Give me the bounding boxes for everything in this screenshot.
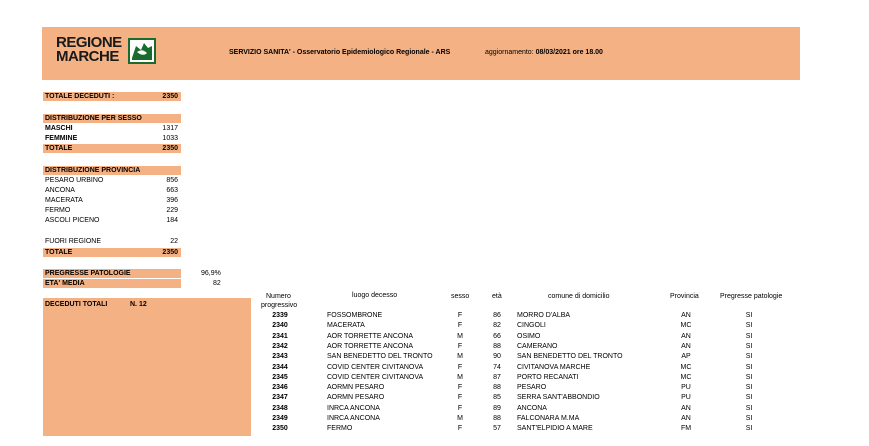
cell-sesso: F — [457, 384, 463, 392]
province-value: 229 — [166, 207, 178, 214]
cell-comune: MORRO D'ALBA — [517, 312, 571, 319]
cell-prov: AP — [681, 353, 691, 361]
service-title: SERVIZIO SANITA' - Osservatorio Epidemiologico Regionale - ARS — [229, 49, 451, 56]
male-label: MASCHI — [45, 125, 73, 132]
cell-prov: AN — [681, 415, 691, 422]
sex-total-value: 2350 — [162, 145, 178, 152]
col-header-num-2: progressivo — [261, 302, 298, 309]
sex-title — [43, 114, 181, 123]
cell-prov: PU — [681, 384, 691, 392]
logo-line2: MARCHE — [56, 48, 119, 65]
cell-eta: 88 — [493, 342, 501, 350]
cell-sesso: M — [457, 415, 463, 422]
prov-title — [43, 166, 181, 175]
cell-pat: SI — [745, 353, 753, 361]
cell-pat: SI — [745, 384, 753, 392]
province-name: ASCOLI PICENO — [45, 217, 100, 224]
cell-pat: SI — [745, 425, 753, 433]
cell-comune: CAMERANO — [517, 342, 558, 350]
total-deaths-label: TOTALE DECEDUTI : — [45, 93, 115, 100]
province-value: 856 — [166, 177, 178, 184]
cell-num: 2339 — [272, 312, 288, 319]
cell-comune: SERRA SANT'ABBONDIO — [517, 394, 600, 402]
cell-prov: MC — [680, 363, 692, 371]
cell-prov: AN — [681, 312, 691, 319]
prov-total-value: 2350 — [162, 249, 178, 256]
male-value: 1317 — [162, 125, 178, 132]
cell-sesso: M — [457, 332, 463, 340]
cell-num: 2350 — [272, 425, 288, 433]
cell-comune: PESARO — [517, 384, 547, 392]
cell-pat: SI — [745, 332, 753, 340]
cell-luogo: COVID CENTER CIVITANOVA — [327, 373, 424, 381]
sex-title-label: DISTRIBUZIONE PER SESSO — [45, 115, 142, 122]
cell-comune: FALCONARA M.MA — [517, 415, 580, 422]
cell-num: 2345 — [272, 373, 288, 381]
province-value: 396 — [166, 197, 178, 204]
cell-num: 2343 — [272, 353, 288, 361]
cell-num: 2348 — [272, 404, 288, 412]
regione-marche-logo — [56, 36, 160, 72]
cell-prov: FM — [680, 425, 692, 433]
col-header-patologie: Pregresse patologie — [720, 293, 783, 300]
cell-prov: AN — [681, 342, 691, 350]
col-header-provincia: Provincia — [670, 293, 699, 300]
cell-luogo: INRCA ANCONA — [327, 404, 380, 412]
cell-eta: 66 — [493, 332, 501, 340]
col-header-num-1: Numero — [266, 293, 291, 300]
marche-emblem-icon — [128, 38, 156, 64]
cell-sesso: F — [457, 363, 463, 371]
cell-comune: ANCONA — [517, 404, 547, 412]
update-info — [485, 49, 603, 56]
cell-sesso: F — [457, 404, 463, 412]
avg-age-row — [43, 279, 181, 288]
sex-total-label: TOTALE — [45, 145, 73, 152]
province-row — [43, 216, 181, 225]
pathologies-value: 96,9% — [201, 270, 221, 277]
province-row — [43, 196, 181, 205]
province-row — [43, 206, 181, 215]
total-deaths — [43, 92, 181, 101]
cell-comune: SANT'ELPIDIO A MARE — [517, 425, 593, 433]
pathologies-label: PREGRESSE PATOLOGIE — [45, 270, 131, 277]
female-value: 1033 — [162, 135, 178, 142]
cell-eta: 57 — [493, 425, 501, 433]
avg-age-label: ETA' MEDIA — [45, 280, 85, 287]
report-header — [42, 27, 800, 80]
cell-luogo: AOR TORRETTE ANCONA — [327, 332, 414, 340]
col-header-comune: comune di domicilio — [548, 293, 610, 300]
col-header-eta: età — [492, 293, 502, 300]
cell-prov: AN — [681, 332, 691, 340]
cell-pat: SI — [745, 394, 753, 402]
cell-sesso: F — [457, 322, 463, 330]
cell-num: 2349 — [272, 415, 288, 422]
daily-deaths-label: DECEDUTI TOTALI — [45, 301, 108, 308]
cell-luogo: AORMN PESARO — [327, 394, 385, 402]
daily-deaths-panel — [43, 298, 251, 436]
cell-prov: AN — [681, 404, 691, 412]
pathologies-row — [43, 269, 181, 278]
cell-num: 2347 — [272, 394, 288, 402]
total-deaths-value: 2350 — [162, 93, 178, 100]
cell-pat: SI — [745, 342, 753, 350]
cell-pat: SI — [745, 363, 753, 371]
cell-num: 2342 — [272, 342, 288, 350]
cell-eta: 89 — [493, 404, 501, 412]
cell-eta: 88 — [493, 415, 501, 422]
cell-luogo: FERMO — [327, 425, 353, 433]
cell-sesso: F — [457, 312, 463, 319]
cell-comune: PORTO RECANATI — [517, 373, 579, 381]
cell-luogo: COVID CENTER CIVITANOVA — [327, 363, 424, 371]
logo-line1: REGIONE — [56, 34, 122, 51]
cell-luogo: FOSSOMBRONE — [327, 312, 383, 319]
cell-prov: PU — [681, 394, 691, 402]
province-row — [43, 176, 181, 185]
avg-age-value: 82 — [213, 280, 221, 287]
outside-region-row — [43, 237, 181, 246]
cell-pat: SI — [745, 415, 753, 422]
cell-luogo: AOR TORRETTE ANCONA — [327, 342, 414, 350]
cell-comune: CIVITANOVA MARCHE — [517, 363, 591, 371]
province-name: PESARO URBINO — [45, 177, 104, 184]
prov-title-label: DISTRIBUZIONE PROVINCIA — [45, 167, 141, 174]
cell-num: 2346 — [272, 384, 288, 392]
cell-sesso: F — [457, 425, 463, 433]
female-label: FEMMINE — [45, 135, 78, 142]
cell-comune: SAN BENEDETTO DEL TRONTO — [517, 353, 623, 361]
cell-prov: MC — [680, 373, 692, 381]
cell-comune: OSIMO — [517, 332, 541, 340]
col-header-sesso: sesso — [451, 293, 470, 300]
province-value: 663 — [166, 187, 178, 194]
cell-comune: CINGOLI — [517, 322, 546, 330]
province-name: FERMO — [45, 207, 71, 214]
cell-prov: MC — [680, 322, 692, 330]
cell-num: 2341 — [272, 332, 288, 340]
prov-total-label: TOTALE — [45, 249, 73, 256]
prov-total-row — [43, 248, 181, 257]
cell-eta: 74 — [493, 363, 501, 371]
cell-eta: 87 — [493, 373, 501, 381]
cell-num: 2344 — [272, 363, 288, 371]
cell-sesso: F — [457, 394, 463, 402]
daily-deaths-value: N. 12 — [130, 301, 147, 308]
cell-num: 2340 — [272, 322, 288, 330]
cell-eta: 85 — [493, 394, 501, 402]
cell-pat: SI — [745, 404, 753, 412]
sex-total-row — [43, 144, 181, 153]
cell-eta: 88 — [493, 384, 501, 392]
update-label: aggiornamento: — [485, 49, 534, 56]
cell-luogo: INRCA ANCONA — [327, 415, 380, 422]
outside-region-value: 22 — [170, 238, 178, 245]
cell-luogo: AORMN PESARO — [327, 384, 385, 392]
outside-region-label: FUORI REGIONE — [45, 238, 102, 245]
cell-sesso: M — [457, 373, 463, 381]
cell-pat: SI — [745, 373, 753, 381]
cell-luogo: SAN BENEDETTO DEL TRONTO — [327, 353, 433, 361]
province-name: MACERATA — [45, 197, 83, 204]
update-value: 08/03/2021 ore 18.00 — [535, 49, 603, 56]
cell-luogo: MACERATA — [327, 322, 365, 330]
cell-eta: 82 — [493, 322, 501, 330]
cell-pat: SI — [745, 312, 753, 319]
cell-eta: 90 — [493, 353, 501, 361]
col-header-luogo: luogo decesso — [352, 292, 398, 299]
cell-eta: 86 — [493, 312, 501, 319]
cell-sesso: M — [457, 353, 463, 361]
province-name: ANCONA — [45, 187, 75, 194]
province-row — [43, 186, 181, 195]
female-row — [43, 134, 181, 143]
cell-pat: SI — [745, 322, 753, 330]
cell-sesso: F — [457, 342, 463, 350]
province-value: 184 — [166, 217, 178, 224]
male-row — [43, 124, 181, 133]
